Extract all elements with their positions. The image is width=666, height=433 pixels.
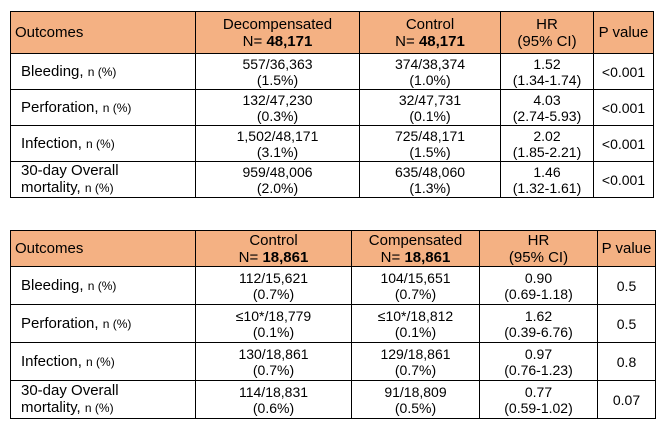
outcome-label [11,305,196,343]
group1-cell [196,267,352,305]
table-header-row [11,231,656,267]
outcome-unit: n (%) [86,136,115,151]
group1-count: 132/47,230 [242,91,313,108]
group1-cell [196,90,360,126]
header-group1-n: 48,171 [266,32,313,50]
group2-cell [352,267,480,305]
outcome-name: Bleeding, [21,62,84,80]
hr-cell [480,305,598,343]
group2-percent: (1.3%) [409,179,451,196]
header-hr [501,12,594,54]
group1-cell [196,343,352,381]
outcome-label [11,343,196,381]
group2-percent: (1.5%) [409,143,451,160]
group1-count: 1,502/48,171 [236,127,319,144]
group2-percent: (0.7%) [394,361,437,378]
p-value: <0.001 [601,63,646,80]
group2-count: 129/18,861 [380,345,451,362]
group2-cell [360,54,501,90]
hazard-ratio: 0.77 [524,383,553,400]
group1-percent: (1.5%) [256,71,299,88]
group1-count: 959/48,006 [242,163,313,180]
outcome-name-cont: mortality, [21,399,81,416]
header-group1 [196,231,352,267]
table-row [11,54,654,90]
confidence-interval: (0.59-1.02) [504,399,573,416]
confidence-interval: (1.85-2.21) [512,143,582,160]
outcome-unit: n (%) [84,401,114,415]
group1-count: 114/18,831 [238,383,309,400]
table-control-vs-compensated [10,230,656,419]
outcome-label [11,90,196,126]
group2-percent: (1.0%) [409,71,451,88]
hazard-ratio: 1.46 [533,163,561,180]
header-pvalue: P value [598,231,656,267]
outcome-label [11,162,196,198]
group2-percent: (0.5%) [394,399,437,416]
group2-cell [352,305,480,343]
group2-cell [352,381,480,419]
header-group1-n: 18,861 [262,248,309,266]
group2-percent: (0.7%) [394,285,437,302]
group1-count: 130/18,861 [238,345,309,362]
table-row [11,90,654,126]
outcome-name: Perforation, [21,314,99,332]
outcome-unit: n (%) [87,64,117,79]
header-group2-n-prefix: N= [380,248,405,266]
group2-cell [360,126,501,162]
hazard-ratio: 1.62 [524,307,553,324]
table-row [11,162,654,198]
group2-count: 725/48,171 [394,127,466,144]
p-value: <0.001 [601,171,646,188]
header-group2-name: Compensated [368,231,463,249]
group2-cell [360,90,501,126]
header-pvalue: P value [594,12,654,54]
outcome-unit: n (%) [102,100,132,115]
outcome-name: Bleeding, [21,276,84,294]
header-outcomes: Outcomes [11,12,196,54]
outcome-unit: n (%) [87,278,117,293]
group1-percent: (0.1%) [252,323,295,340]
confidence-interval: (2.74-5.93) [512,107,582,124]
group1-count: ≤10*/18,779 [235,307,312,324]
confidence-interval: (0.69-1.18) [504,285,573,302]
group2-count: 635/48,060 [394,163,466,180]
group1-cell [196,126,360,162]
hazard-ratio: 4.03 [533,91,561,108]
header-group2-name: Control [405,15,455,33]
outcome-name: Infection, [21,134,82,152]
header-ci-label: (95% CI) [508,248,569,266]
pvalue-cell [594,162,654,198]
outcome-name: Infection, [21,352,82,370]
header-group1-name: Decompensated [222,15,333,33]
group1-count: 557/36,363 [242,55,313,72]
pvalue-cell [598,343,656,381]
hr-cell [480,343,598,381]
header-group1-n-prefix: N= [242,32,267,50]
group2-count: ≤10*/18,812 [377,307,454,324]
table-row [11,126,654,162]
confidence-interval: (0.39-6.76) [504,323,573,340]
hr-cell [501,54,594,90]
hazard-ratio: 0.97 [524,345,553,362]
header-group2 [360,12,501,54]
header-group2-n: 48,171 [418,32,465,50]
p-value: 0.8 [616,353,637,370]
outcome-label [11,126,196,162]
p-value: 0.5 [616,277,637,294]
group1-cell [196,305,352,343]
pvalue-cell [594,90,654,126]
header-hr [480,231,598,267]
p-value: 0.07 [612,391,641,408]
group2-count: 374/38,374 [394,55,466,72]
header-hr-label: HR [536,15,558,33]
p-value: <0.001 [601,135,646,152]
hr-cell [501,162,594,198]
hr-cell [501,90,594,126]
group1-cell [196,162,360,198]
group2-percent: (0.1%) [394,323,437,340]
group1-count: 112/15,621 [238,269,309,286]
group1-percent: (0.6%) [252,399,295,416]
hazard-ratio: 2.02 [533,127,561,144]
pvalue-cell [598,381,656,419]
group2-cell [352,343,480,381]
header-group2-n: 18,861 [404,248,451,266]
header-hr-label: HR [527,231,550,249]
outcome-name: 30-day Overall [21,382,119,399]
hr-cell [480,267,598,305]
p-value: <0.001 [601,99,646,116]
outcome-name-cont: mortality, [21,179,81,196]
pvalue-cell [594,54,654,90]
header-group1 [196,12,360,54]
header-group2 [352,231,480,267]
group1-percent: (2.0%) [256,179,299,196]
confidence-interval: (0.76-1.23) [504,361,573,378]
hazard-ratio: 1.52 [533,55,561,72]
group1-percent: (0.7%) [252,361,295,378]
group2-count: 91/18,809 [384,383,447,400]
pvalue-cell [594,126,654,162]
group1-percent: (0.3%) [256,107,299,124]
pvalue-cell [598,267,656,305]
confidence-interval: (1.34-1.74) [512,71,582,88]
outcome-unit: n (%) [102,316,132,331]
outcome-unit: n (%) [86,354,115,369]
table-row [11,381,656,419]
group1-cell [196,54,360,90]
table-row [11,305,656,343]
hazard-ratio: 0.90 [524,269,553,286]
hr-cell [480,381,598,419]
outcome-name: Perforation, [21,98,99,116]
outcome-label [11,381,196,419]
table-header-row [11,12,654,54]
group1-cell [196,381,352,419]
header-outcomes: Outcomes [11,231,196,267]
outcome-unit: n (%) [84,181,114,195]
group2-percent: (0.1%) [409,107,451,124]
group1-percent: (3.1%) [256,143,299,160]
outcome-label [11,54,196,90]
group2-cell [360,162,501,198]
hr-cell [501,126,594,162]
header-group1-name: Control [249,231,298,249]
p-value: 0.5 [616,315,637,332]
header-group1-n-prefix: N= [238,248,263,266]
table-row [11,343,656,381]
outcome-name: 30-day Overall [21,162,119,179]
header-ci-label: (95% CI) [517,32,577,50]
confidence-interval: (1.32-1.61) [512,179,582,196]
group1-percent: (0.7%) [252,285,295,302]
table-row [11,267,656,305]
table-decompensated-vs-control [10,11,654,198]
outcome-label [11,267,196,305]
group2-count: 32/47,731 [398,91,462,108]
pvalue-cell [598,305,656,343]
header-group2-n-prefix: N= [395,32,419,50]
group2-count: 104/15,651 [380,269,451,286]
